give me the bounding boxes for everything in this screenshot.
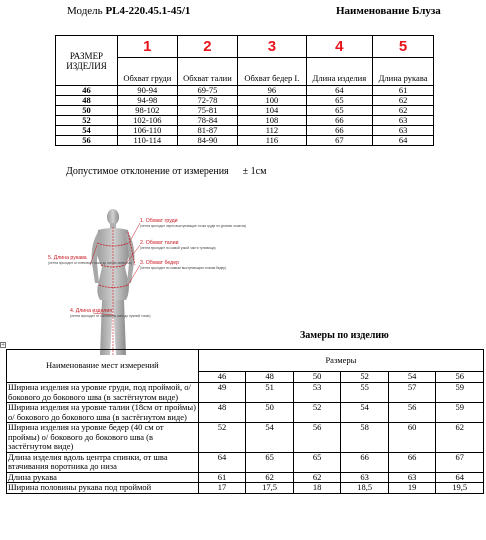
table-row (56, 106, 434, 116)
column-number: 2 (177, 36, 238, 58)
tolerance-note (66, 166, 266, 177)
table-cell: 64 (373, 136, 434, 146)
tolerance-value: ± 1см (242, 166, 267, 177)
figure-label-hips: 3. Обхват бедер (140, 260, 179, 266)
table-cell: 100 (238, 96, 306, 106)
table-row (7, 483, 484, 494)
figure-sub-waist: (лента проходит по самой узкой части туловища) (140, 246, 216, 250)
table-cell: 62 (436, 423, 484, 453)
table-cell: 54 (341, 403, 389, 423)
table-cell: 50 (246, 403, 294, 423)
table-cell: 108 (238, 116, 306, 126)
table-cell: 62 (373, 106, 434, 116)
table-cell: 66 (341, 452, 389, 472)
figure-label-length: 4. Длина изделия (70, 308, 113, 314)
table-cell: 49 (198, 383, 246, 403)
measurements-table (6, 349, 484, 494)
table-cell: 64 (198, 452, 246, 472)
measurements-title: Замеры по изделию (300, 330, 389, 341)
table-cell: 62 (293, 472, 341, 483)
column-header: Обхват бедер I. (238, 58, 306, 86)
places-header: Наименование мест измерений (7, 350, 199, 383)
measure-name: Длина изделия вдоль центра спинки, от шва втачивания воротника до низа (7, 452, 199, 472)
table-row (56, 86, 434, 96)
table-cell: 65 (306, 106, 373, 116)
figure-label-chest: 1. Обхват груди (140, 218, 178, 224)
table-cell: 66 (388, 452, 436, 472)
table-cell: 63 (341, 472, 389, 483)
size-col-header: 48 (246, 372, 294, 383)
model-code: PL4-220.45.1-45/1 (105, 5, 191, 17)
model-prefix: Модель (67, 5, 106, 17)
table-row (7, 423, 484, 453)
table-cell: 18 (293, 483, 341, 494)
table-cell: 63 (373, 126, 434, 136)
table-cell: 56 (293, 423, 341, 453)
size-label: 52 (56, 116, 118, 126)
table-row (56, 126, 434, 136)
table-cell: 62 (246, 472, 294, 483)
table-cell: 59 (436, 383, 484, 403)
size-col-header: 50 (293, 372, 341, 383)
measure-name: Длина рукава (7, 472, 199, 483)
table-cell: 60 (388, 423, 436, 453)
table-row (7, 403, 484, 423)
table-cell: 66 (306, 126, 373, 136)
tolerance-label: Допустимое отклонение от измерения (66, 166, 229, 177)
size-label: 54 (56, 126, 118, 136)
table-cell: 69-75 (177, 86, 238, 96)
table-cell: 56 (388, 403, 436, 423)
size-chart-table (55, 35, 434, 146)
column-number: 3 (238, 36, 306, 58)
figure-sub-sleeve: (лента проходит от плечевой точки до линии запястья) (48, 261, 133, 265)
table-move-handle-icon[interactable]: + (1, 342, 6, 348)
table-cell: 75-81 (177, 106, 238, 116)
table-cell: 104 (238, 106, 306, 116)
product-name: Наименование Блуза (336, 5, 441, 17)
table-cell: 61 (198, 472, 246, 483)
table-cell: 65 (246, 452, 294, 472)
table-cell: 62 (373, 96, 434, 106)
table-cell: 112 (238, 126, 306, 136)
table-cell: 90-94 (118, 86, 178, 96)
size-col-header: 54 (388, 372, 436, 383)
size-label: 50 (56, 106, 118, 116)
table-cell: 78-84 (177, 116, 238, 126)
table-row (56, 96, 434, 106)
table-cell: 58 (341, 423, 389, 453)
size-col-header: 46 (198, 372, 246, 383)
size-header: РАЗМЕР ИЗДЕЛИЯ (56, 36, 118, 86)
table-cell: 59 (436, 403, 484, 423)
measure-name: Ширина половины рукава под проймой (7, 483, 199, 494)
table-cell: 102-106 (118, 116, 178, 126)
table-row (7, 472, 484, 483)
table-cell: 64 (306, 86, 373, 96)
table-cell: 94-98 (118, 96, 178, 106)
table-cell: 72-78 (177, 96, 238, 106)
column-header: Длина рукава (373, 58, 434, 86)
figure-label-sleeve: 5. Длина рукава (48, 255, 87, 261)
column-header: Обхват талии (177, 58, 238, 86)
column-number: 4 (306, 36, 373, 58)
column-number: 1 (118, 36, 178, 58)
table-row (56, 116, 434, 126)
table-row (7, 452, 484, 472)
table-cell: 64 (436, 472, 484, 483)
size-label: 48 (56, 96, 118, 106)
figure-sub-hips: (лента проходит по самым выступающим точкам бедер) (140, 266, 227, 270)
table-cell: 116 (238, 136, 306, 146)
figure-sub-length: (лента проходит от основания шеи до нужной точки) (70, 314, 151, 318)
measure-name: Ширина изделия на уровне бедер (40 см от проймы) o/ бокового до бокового шва (в застёгнутом виде) (7, 423, 199, 453)
table-cell: 55 (341, 383, 389, 403)
column-number: 5 (373, 36, 434, 58)
table-cell: 48 (198, 403, 246, 423)
table-cell: 63 (388, 472, 436, 483)
model-header (67, 5, 190, 17)
table-cell: 96 (238, 86, 306, 96)
table-row (7, 383, 484, 403)
table-cell: 17 (198, 483, 246, 494)
table-cell: 81-87 (177, 126, 238, 136)
table-cell: 57 (388, 383, 436, 403)
table-cell: 65 (293, 452, 341, 472)
table-cell: 98-102 (118, 106, 178, 116)
measure-name: Ширина изделия на уровне груди, под проймой, o/ бокового до бокового шва (в застёгнутом виде) (7, 383, 199, 403)
table-cell: 67 (306, 136, 373, 146)
size-col-header: 52 (341, 372, 389, 383)
column-header: Длина изделия (306, 58, 373, 86)
table-row (56, 136, 434, 146)
size-label: 46 (56, 86, 118, 96)
measure-name: Ширина изделия на уровне талии (18см от проймы) o/ бокового до бокового шва (в застёгнутом виде) (7, 403, 199, 423)
size-col-header: 56 (436, 372, 484, 383)
table-cell: 19,5 (436, 483, 484, 494)
table-cell: 52 (198, 423, 246, 453)
table-cell: 54 (246, 423, 294, 453)
table-cell: 63 (373, 116, 434, 126)
table-cell: 61 (373, 86, 434, 96)
table-cell: 84-90 (177, 136, 238, 146)
table-cell: 106-110 (118, 126, 178, 136)
table-cell: 53 (293, 383, 341, 403)
table-cell: 51 (246, 383, 294, 403)
column-header: Обхват груди (118, 58, 178, 86)
figure-sub-chest: (лента проходит через выступающие точки груди по уровню лопаток) (140, 224, 247, 228)
table-cell: 52 (293, 403, 341, 423)
measurement-figure (18, 205, 247, 360)
sizes-header: Размеры (198, 350, 483, 372)
table-cell: 19 (388, 483, 436, 494)
table-cell: 67 (436, 452, 484, 472)
size-label: 56 (56, 136, 118, 146)
table-cell: 17,5 (246, 483, 294, 494)
table-cell: 65 (306, 96, 373, 106)
figure-label-waist: 2. Обхват талии (140, 240, 179, 246)
table-cell: 110-114 (118, 136, 178, 146)
table-cell: 18,5 (341, 483, 389, 494)
table-cell: 66 (306, 116, 373, 126)
